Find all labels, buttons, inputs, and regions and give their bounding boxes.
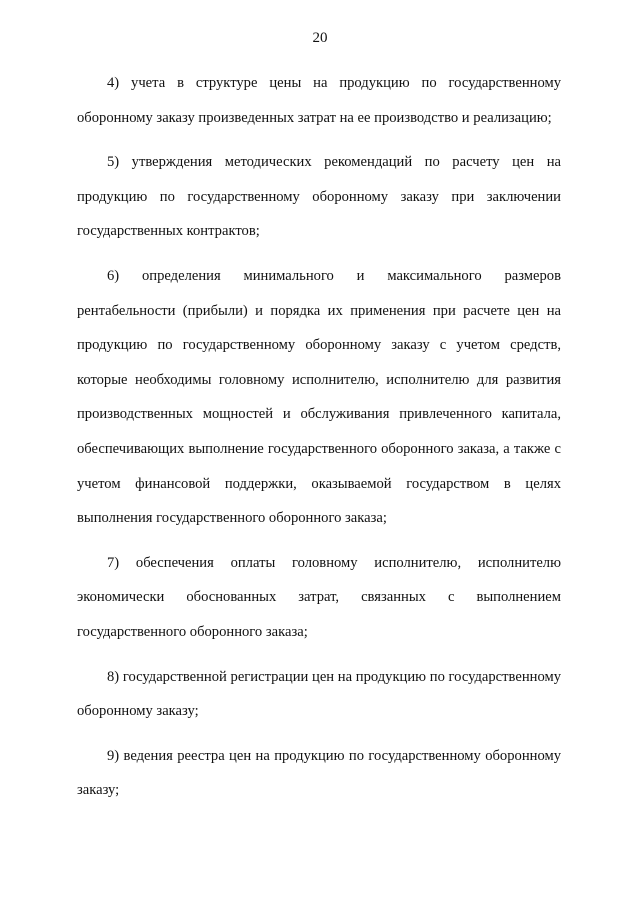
list-item-7: 7) обеспечения оплаты головному исполнителю, исполнителю экономически обоснованных затрат, связанных с выполнением государственного оборонного заказа;	[77, 554, 561, 640]
list-item-4: 4) учета в структуре цены на продукцию по государственному оборонному заказу произведенных затрат на ее производство и реализацию;	[77, 75, 561, 126]
list-item-9: 9) ведения реестра цен на продукцию по государственному оборонному заказу;	[77, 747, 561, 799]
page-number: 20	[312, 30, 328, 46]
document-body	[77, 66, 561, 808]
list-item-5: 5) утверждения методических рекомендаций по расчету цен на продукцию по государственному оборонному заказу при заключении государственных контрактов;	[77, 154, 561, 240]
list-item-8: 8) государственной регистрации цен на продукцию по государственному оборонному заказу;	[77, 668, 561, 720]
list-item-6: 6) определения минимального и максимального размеров рентабельности (прибыли) и порядка их применения при расчете цен на продукцию по государственному оборонному заказу с учетом средств, которые необходимы головному исполнителю, исполнителю для развития производственных мощностей и обслуживания привлеченного капитала, обеспечивающих выполнение государственного оборонного заказа, а также с учетом финансовой поддержки, оказываемой государством в целях выполнения государственного оборонного заказа;	[77, 267, 561, 527]
